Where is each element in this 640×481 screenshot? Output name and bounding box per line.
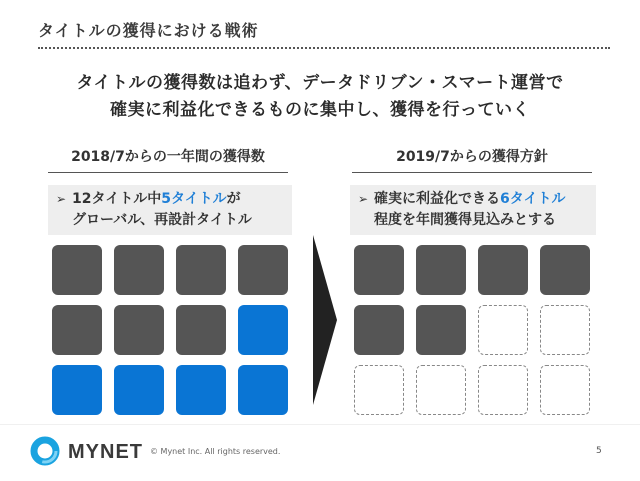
left-title-cell-gray: [176, 305, 226, 355]
left-title-cell-blue: [238, 305, 288, 355]
right-title-cell-gray: [354, 245, 404, 295]
headline-line-1: タイトルの獲得数は追わず、データドリブン・スマート運営で: [76, 73, 564, 93]
left-note: [48, 185, 292, 235]
headline: [0, 70, 640, 124]
right-title-cell-empty: [354, 365, 404, 415]
right-title-cell-empty: [540, 365, 590, 415]
mynet-ring-logo-icon: [30, 436, 60, 466]
left-title-cell-gray: [114, 305, 164, 355]
right-title-cell-gray: [416, 305, 466, 355]
left-title-cell-blue: [52, 365, 102, 415]
arrowhead-bullet-icon: ➢: [358, 192, 369, 206]
right-title-cell-empty: [540, 305, 590, 355]
left-title-cell-gray: [176, 245, 226, 295]
brand-logo-text: MYNET: [68, 441, 143, 463]
right-title-grid: [354, 245, 590, 415]
left-title-cell-gray: [238, 245, 288, 295]
right-note-line-2: 程度を年間獲得見込みとする: [374, 212, 556, 228]
left-heading-rule: [48, 172, 288, 173]
right-column-heading: 2019/7からの獲得方針: [396, 149, 548, 165]
right-title-cell-gray: [354, 305, 404, 355]
arrowhead-bullet-icon: ➢: [56, 192, 67, 206]
right-note-prefix: 確実に利益化できる: [374, 191, 500, 207]
left-title-cell-gray: [52, 245, 102, 295]
right-title-cell-empty: [478, 305, 528, 355]
left-note-highlight: 5タイトル: [161, 191, 227, 207]
right-title-cell-gray: [416, 245, 466, 295]
left-title-cell-gray: [114, 245, 164, 295]
right-title-cell-empty: [416, 365, 466, 415]
right-note-line-1: [358, 189, 590, 210]
right-chevron-arrow-icon: [313, 235, 337, 405]
page-number: 5: [596, 446, 602, 456]
left-title-cell-blue: [238, 365, 288, 415]
left-title-grid: [52, 245, 288, 415]
right-note: [350, 185, 596, 235]
left-title-cell-blue: [114, 365, 164, 415]
left-title-cell-blue: [176, 365, 226, 415]
title-divider: [38, 47, 610, 49]
left-note-suffix: が: [226, 191, 241, 207]
left-note-line-1: [56, 189, 286, 210]
headline-line-2: 確実に利益化できるものに集中し、獲得を行っていく: [110, 100, 530, 120]
slide-title: タイトルの獲得における戦術: [38, 21, 259, 40]
left-column-heading: 2018/7からの一年間の獲得数: [71, 149, 265, 165]
slide-header: [0, 0, 640, 50]
right-title-cell-gray: [540, 245, 590, 295]
copyright-text: © Mynet Inc. All rights reserved.: [150, 447, 281, 456]
left-note-line-2: グローバル、再設計タイトル: [72, 212, 252, 228]
left-note-prefix: 12タイトル中: [72, 191, 162, 207]
right-note-highlight: 6タイトル: [500, 191, 566, 207]
right-title-cell-gray: [478, 245, 528, 295]
left-title-cell-gray: [52, 305, 102, 355]
right-title-cell-empty: [478, 365, 528, 415]
right-heading-rule: [352, 172, 592, 173]
